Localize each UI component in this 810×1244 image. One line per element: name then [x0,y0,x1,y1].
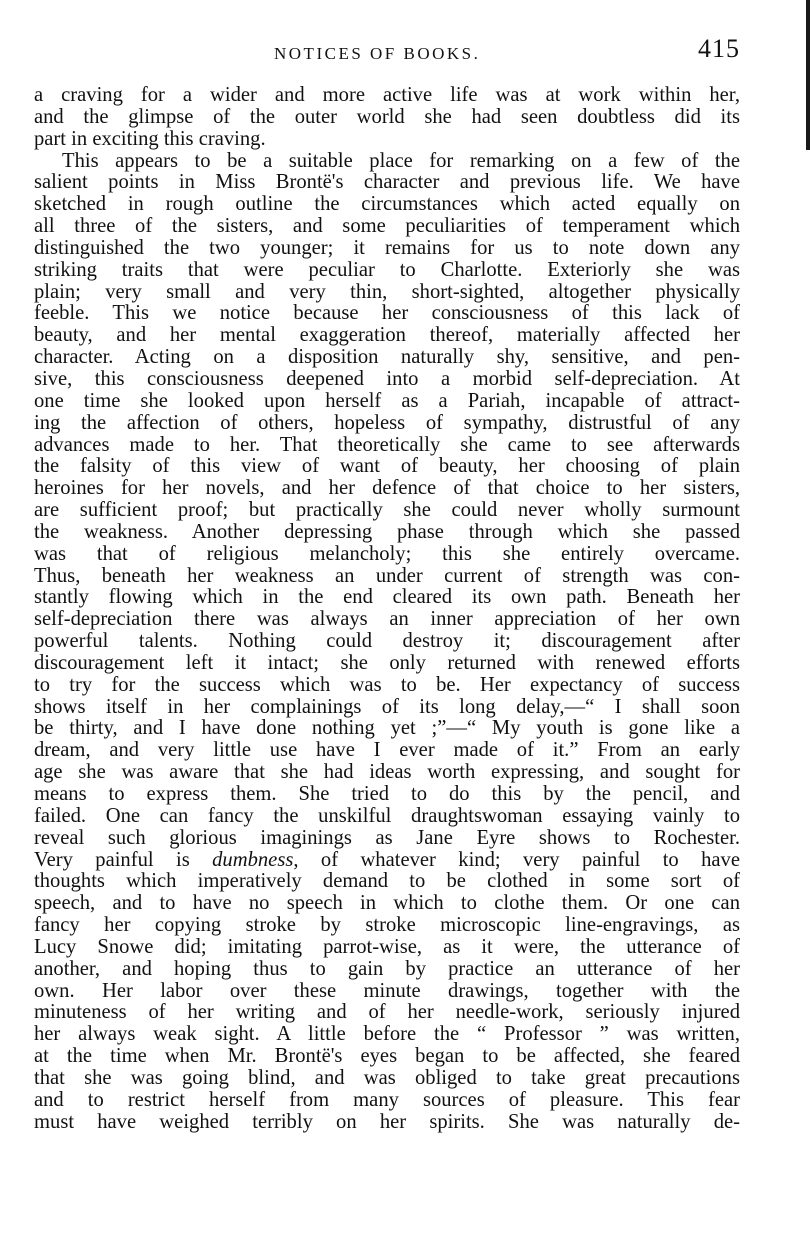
text-segment: , of whatever kind; very painful to have [293,848,740,871]
text-line: another, and hoping thus to gain by practice an utterance of her [34,957,740,980]
text-line: distinguished the two younger; it remains for us to note down any [34,236,740,259]
text-line: powerful talents. Nothing could destroy it; discouragement after [34,630,740,653]
text-line: reveal such glorious imaginings as Jane Eyre shows to Rochester. [34,826,740,849]
text-line: at the time when Mr. Brontë's eyes began to be affected, she feared [34,1045,740,1068]
text-line: part in exciting this craving. [34,127,266,150]
italic-word: dumbness [212,848,294,871]
text-line: plain; very small and very thin, short-sighted, altogether physically [34,280,740,303]
text-line: character. Acting on a disposition naturally shy, sensitive, and pen- [34,346,740,369]
text-line: must have weighed terribly on her spirits. She was naturally de- [34,1110,740,1133]
text-line: the weakness. Another depressing phase through which she passed [34,520,740,543]
text-line: failed. One can fancy the unskilful draughtswoman essaying vainly to [34,804,740,827]
running-head: NOTICES OF BOOKS. [274,44,481,63]
text-line: are sufficient proof; but practically she could never wholly surmount [34,499,740,522]
text-segment: Very painful is [34,848,213,871]
text-line: and to restrict herself from many sources of pleasure. This fear [34,1088,740,1111]
text-line: her always weak sight. A little before the “ Professor ” was written, [34,1023,740,1046]
text-line: feeble. This we notice because her consciousness of this lack of [34,302,740,325]
text-line: speech, and to have no speech in which to clothe them. Or one can [34,892,740,915]
text-line: thoughts which imperatively demand to be clothed in some sort of [34,870,740,893]
text-line: be thirty, and I have done nothing yet ;”—“ My youth is gone like a [34,717,740,740]
text-line: sketched in rough outline the circumstances which acted equally on [34,193,740,216]
text-line: to try for the success which was to be. Her expectancy of success [34,673,740,696]
text-line: beauty, and her mental exaggeration thereof, materially affected her [34,324,740,347]
text-line: Lucy Snowe did; imitating parrot-wise, as it were, the utterance of [34,935,740,958]
text-line: minuteness of her writing and of her needle-work, seriously injured [34,1001,740,1024]
text-line: the falsity of this view of want of beauty, her choosing of plain [34,455,740,478]
text-line: all three of the sisters, and some peculiarities of temperament which [34,215,740,238]
text-line: Thus, beneath her weakness an under current of strength was con- [34,564,740,587]
text-line: heroines for her novels, and her defence of that choice to her sisters, [34,477,740,500]
text-line: age she was aware that she had ideas worth expressing, and sought for [34,761,740,784]
page-edge-shadow [806,0,810,150]
text-line: own. Her labor over these minute drawings, together with the [34,979,740,1002]
text-line: a craving for a wider and more active life was at work within her, [34,84,740,106]
text-line: fancy her copying stroke by stroke microscopic line-engravings, as [34,914,740,937]
text-line: advances made to her. That theoretically she came to see afterwards [34,433,740,456]
text-line: and the glimpse of the outer world she had seen doubtless did its [34,105,740,128]
body-text [34,85,740,1134]
page-number: 415 [698,34,740,63]
text-line: dream, and very little use have I ever made of it.” From an early [34,739,740,762]
text-line: sive, this consciousness deepened into a morbid self-depreciation. At [34,367,740,390]
page-header [34,34,740,70]
text-line: was that of religious melancholy; this she entirely overcame. [34,542,740,565]
text-line: self-depreciation there was always an inner appreciation of her own [34,608,740,631]
text-line: shows itself in her complainings of its long delay,—“ I shall soon [34,695,740,718]
text-line: stantly flowing which in the end cleared its own path. Beneath her [34,586,740,609]
text-line: that she was going blind, and was obliged to take great precautions [34,1066,740,1089]
text-line: one time she looked upon herself as a Pariah, incapable of attract- [34,389,740,412]
text-line: salient points in Miss Brontë's character and previous life. We have [34,171,740,194]
text-line: ing the affection of others, hopeless of sympathy, distrustful of any [34,411,740,434]
text-line: striking traits that were peculiar to Charlotte. Exteriorly she was [34,258,740,281]
text-line [34,850,740,872]
text-line: means to express them. She tried to do this by the pencil, and [34,783,740,805]
text-line: This appears to be a suitable place for remarking on a few of the [62,149,740,172]
text-line: discouragement left it intact; she only returned with renewed efforts [34,651,740,674]
